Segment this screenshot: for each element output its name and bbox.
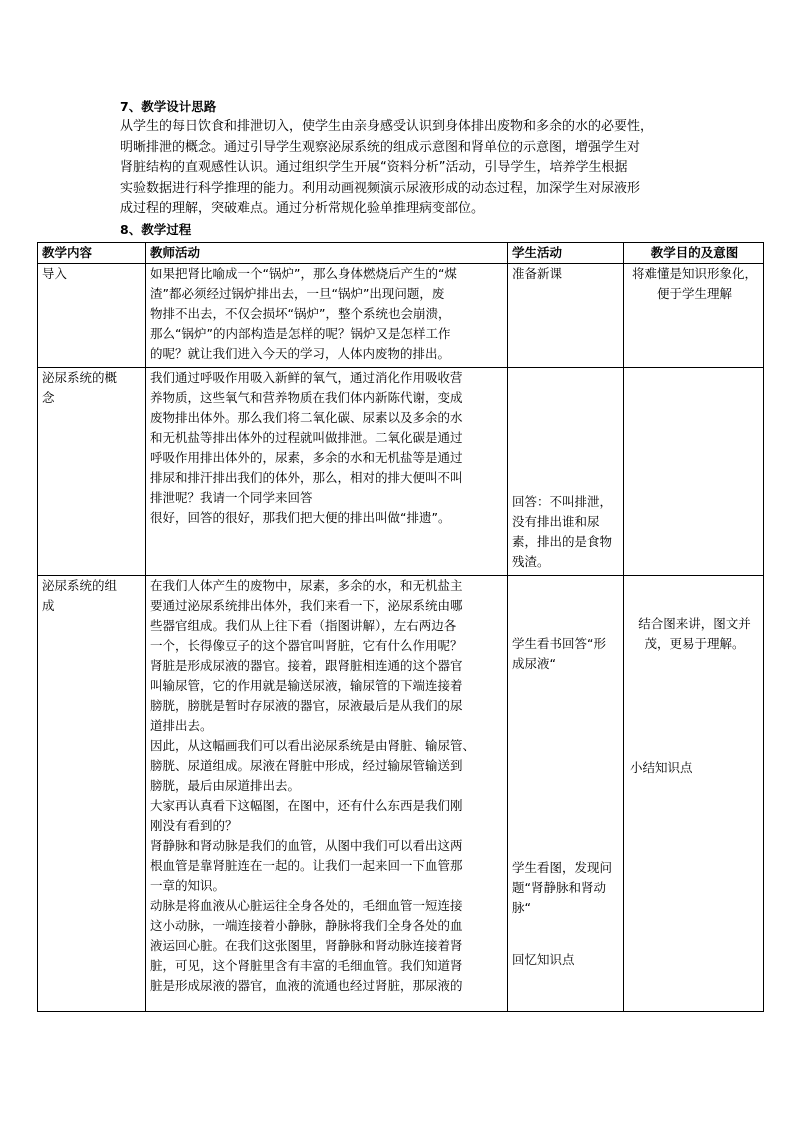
- cell-line: 如果把肾比喻成一个“锅炉”，那么身体燃烧后产生的“煤: [150, 266, 457, 281]
- cell-line: 学生看书回答“形: [512, 636, 606, 651]
- cell-line: 小结知识点: [630, 760, 693, 775]
- spacer: [512, 674, 621, 858]
- cell-line: 因此，从这幅画我们可以看出泌尿系统是由肾脏、输尿管、: [150, 738, 476, 753]
- cell-line: 成: [42, 598, 55, 613]
- cell-line: 回答：不叫排泄，: [512, 494, 613, 509]
- paragraph-line: 肾脏结构的直观感性认识。通过组织学生开展“资料分析”活动，引导学生，培养学生根据: [120, 160, 628, 176]
- cell-line: 学生看图，发现问: [512, 860, 613, 875]
- cell-line: 养物质，这些氧气和营养物质在我们体内新陈代谢，变成: [150, 390, 463, 405]
- cell-line: 很好，回答的很好，那我们把大便的排出叫做“排遗”。: [150, 510, 451, 525]
- header-student-activity: 学生活动: [508, 243, 624, 264]
- cell-line: 脉“: [512, 900, 531, 915]
- cell-line: 根血管是靠肾脏连在一起的。让我们一起来回一下血管那: [150, 858, 463, 873]
- cell-line: 膀胱，膀胱是暂时存尿液的器官，尿液最后是从我们的尿: [150, 698, 463, 713]
- table-row: [38, 368, 764, 576]
- cell-line: 脏是形成尿液的器官，血液的流通也经过肾脏，那尿液的: [150, 978, 463, 993]
- table-row: [38, 264, 764, 368]
- cell-line: 和无机盐等排出体外的过程就叫做排泄。二氧化碳是通过: [150, 430, 463, 445]
- cell-line: 动脉是将血液从心脏运往全身各处的，毛细血管一短连接: [150, 898, 463, 913]
- cell-line: 泌尿系统的组: [42, 578, 118, 593]
- cell-line: 导入: [42, 266, 68, 281]
- cell-content: [38, 264, 146, 368]
- header-content: 教学内容: [38, 243, 146, 264]
- cell-line: 茂，更易于理解。: [644, 636, 745, 651]
- cell-line: 物排不出去，不仅会损坏“锅炉”，整个系统也会崩溃，: [150, 306, 451, 321]
- cell-teacher-activity: [146, 368, 508, 576]
- cell-line: 排尿和排汗排出我们的体外，那么，相对的排大便叫不叫: [150, 470, 463, 485]
- cell-line: 在我们人体产生的废物中，尿素，多余的水，和无机盐主: [150, 578, 463, 593]
- paragraph-line: 从学生的每日饮食和排泄切入，使学生由亲身感受认识到身体排出废物和多余的水的必要性，: [120, 119, 654, 134]
- section-7-heading: 7、教学设计思路: [120, 99, 217, 114]
- cell-student-activity: [508, 368, 624, 576]
- cell-line: 泌尿系统的概: [42, 370, 118, 385]
- cell-line: 膀胱，最后由尿道排出去。: [150, 778, 301, 793]
- cell-line: 便于学生理解: [656, 286, 732, 301]
- cell-line: 废物排出体外。那么我们将二氧化碳、尿素以及多余的水: [150, 410, 463, 425]
- cell-line: 一章的知识。: [150, 878, 226, 893]
- cell-line: 这小动脉，一端连接着小静脉，静脉将我们全身各处的血: [150, 918, 463, 933]
- paragraph-line: 明晰排泄的概念。通过引导学生观察泌尿系统的组成示意图和肾单位的示意图，增强学生对: [120, 139, 641, 155]
- cell-purpose: [624, 264, 764, 368]
- cell-line: 脏，可见，这个肾脏里含有丰富的毛细血管。我们知道肾: [150, 958, 463, 973]
- cell-purpose: [624, 576, 764, 1012]
- cell-content: [38, 576, 146, 1012]
- spacer: [628, 654, 761, 758]
- cell-line: 液运回心脏。在我们这张图里，肾静脉和肾动脉连接着肾: [150, 938, 463, 953]
- cell-line: 成尿液“: [512, 656, 556, 671]
- cell-line: 将难懂是知识形象化，: [631, 266, 757, 281]
- cell-student-activity: [508, 576, 624, 1012]
- cell-line: 一个，长得像豆子的这个器官叫肾脏，它有什么作用呢？: [150, 638, 463, 653]
- cell-line: 没有排出谁和尿: [512, 514, 600, 529]
- cell-line: 准备新课: [512, 266, 563, 281]
- cell-line: 结合图来讲，图文并: [638, 616, 751, 631]
- teaching-process-table: [37, 242, 764, 1012]
- cell-line: 排泄呢？我请一个同学来回答: [150, 490, 313, 505]
- cell-line: 的呢？就让我们进入今天的学习，人体内废物的排出。: [150, 346, 451, 361]
- cell-line: 要通过泌尿系统排出体外，我们来看一下，泌尿系统由哪: [150, 598, 463, 613]
- cell-line: 肾静脉和肾动脉是我们的血管，从图中我们可以看出这两: [150, 838, 463, 853]
- cell-content: [38, 368, 146, 576]
- paragraph-line: 实验数据进行科学推理的能力。利用动画视频演示尿液形成的动态过程，加深学生对尿液形: [120, 180, 641, 196]
- cell-line: 道排出去。: [150, 718, 213, 733]
- header-teacher-activity: 教师活动: [146, 243, 508, 264]
- table-header-row: [38, 243, 764, 264]
- teaching-design-idea-paragraph: [120, 117, 680, 220]
- cell-line: 素，排出的是食物: [512, 534, 613, 549]
- cell-line: 些器官组成。我们从上往下看（指图讲解），左右两边各: [150, 618, 457, 633]
- cell-line: 残渣。: [512, 554, 550, 569]
- cell-line: 回忆知识点: [512, 952, 575, 967]
- cell-student-activity: [508, 264, 624, 368]
- cell-line: 刚没有看到的？: [150, 818, 238, 833]
- cell-teacher-activity: [146, 576, 508, 1012]
- table-row: [38, 576, 764, 1012]
- cell-line: 渣”都必须经过锅炉排出去，一旦“锅炉”出现问题，废: [150, 286, 445, 301]
- cell-line: 那么“锅炉”的内部构造是怎样的呢？锅炉又是怎样工作: [150, 326, 451, 341]
- cell-teacher-activity: [146, 264, 508, 368]
- section-8-heading: 8、教学过程: [120, 222, 192, 237]
- spacer: [512, 918, 621, 950]
- cell-line: 叫输尿管，它的作用就是输送尿液，输尿管的下端连接着: [150, 678, 463, 693]
- cell-line: 我们通过呼吸作用吸入新鲜的氧气，通过消化作用吸收营: [150, 370, 463, 385]
- cell-line: 膀胱、尿道组成。尿液在肾脏中形成，经过输尿管输送到: [150, 758, 463, 773]
- cell-line: 肾脏是形成尿液的器官。接着，跟肾脏相连通的这个器官: [150, 658, 463, 673]
- cell-purpose: [624, 368, 764, 576]
- paragraph-line: 成过程的理解，突破难点。通过分析常规化验单推理病变部位。: [120, 201, 485, 217]
- cell-line: 念: [42, 390, 55, 405]
- cell-line: 呼吸作用排出体外的，尿素，多余的水和无机盐等是通过: [150, 450, 463, 465]
- cell-line: 大家再认真看下这幅图，在图中，还有什么东西是我们刚: [150, 798, 463, 813]
- header-purpose: 教学目的及意图: [624, 243, 764, 264]
- cell-line: 题“肾静脉和肾动: [512, 880, 606, 895]
